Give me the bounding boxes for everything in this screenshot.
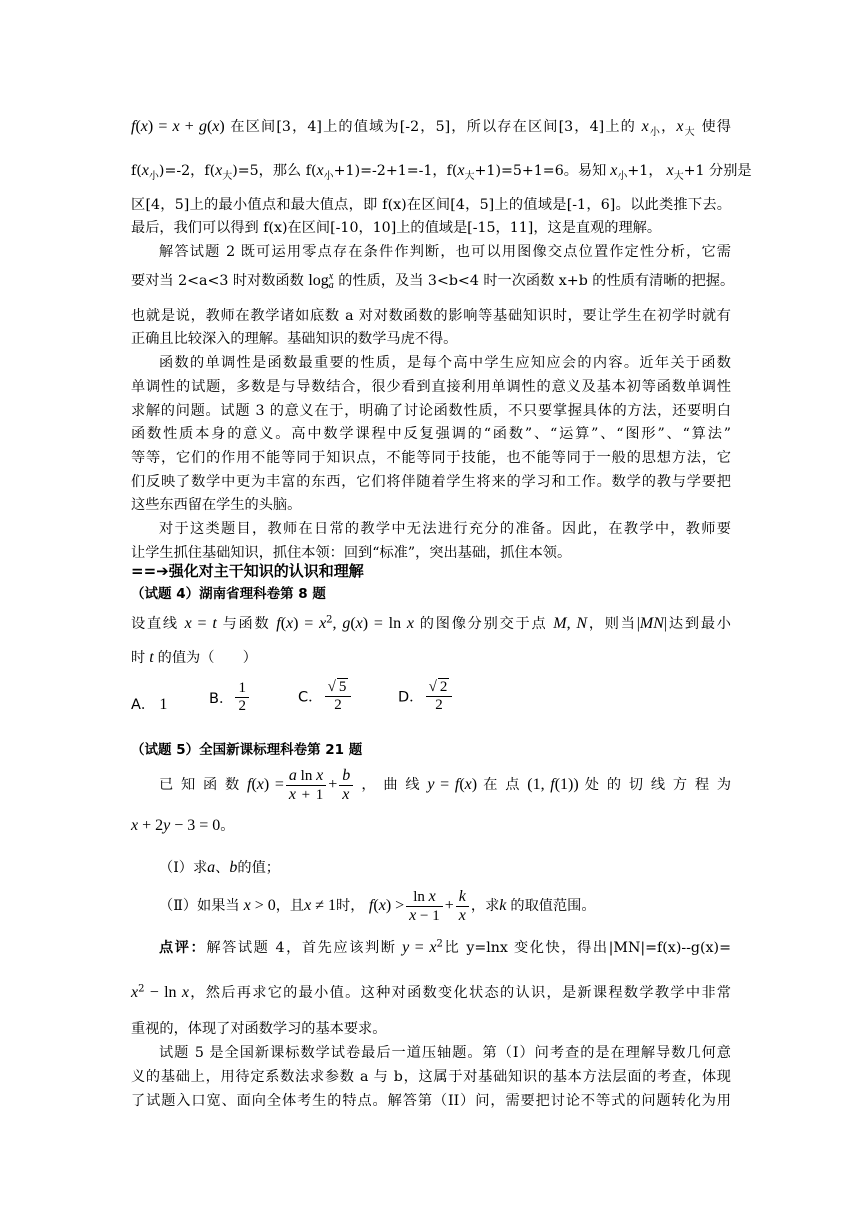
comment-line: $x^2 - \ln x$，然后再求它的最小值。这种对函数变化状态的认识，是新课程数学教学中非常	[131, 983, 731, 1001]
comment-line: 点评：解答试题 4，首先应该判断 $y = x^2$比 y=lnx 变化快，得出|MN|=f(x)--g(x)=	[159, 938, 731, 956]
text: 在区间[3，4]上的值域为[-2，5]，所以存在区间[3，4]上的	[230, 119, 636, 135]
paragraph-line: 们反映了数学中更为丰富的东西，它们将伴随着学生将来的学习和工作。数学的教与学要把	[131, 474, 731, 490]
option-c: C． $\frac{√ 5}{2}$	[298, 678, 353, 714]
question-line: x + 2y − 3 = 0。	[131, 817, 235, 834]
section-heading: ==➔强化对主干知识的认识和理解	[131, 562, 364, 580]
comment-line: 重视的，体现了对函数学习的基本要求。	[131, 1021, 387, 1037]
paragraph-line: 让学生抓住基础知识，抓住本领：回到“标准”，突出基础，抓住本领。	[131, 545, 572, 561]
question-line: 时 t 的值为（ ）	[131, 649, 257, 666]
log-formula: log	[308, 272, 329, 289]
formula: f	[131, 118, 136, 135]
comment-line: 义的基础上，用待定系数法求参数 a 与 b，这属于对基础知识的基本方法层面的考查，体现	[131, 1069, 731, 1085]
paragraph-line: $f(x_小)=-2$，$f(x_大)=5$，那么 $f(x_小+1)=-2+1=-1$，$f(x_大+1)=5+1=6$。易知 $x_小+1$， $x_大+1$ 分别是	[131, 162, 752, 182]
paragraph-line: 这些东西留在学生的头脑。	[131, 497, 302, 513]
text: 使得	[701, 119, 731, 135]
option-a: A． 1	[131, 696, 168, 713]
paragraph-line: 也就是说，教师在教学诸如底数 a 对对数函数的影响等基础知识时，要让学生在初学时就有	[131, 308, 731, 324]
paragraph-line: 单调性的试题，多数是与导数结合，很少看到直接利用单调性的意义及基本初等函数单调性	[131, 379, 731, 395]
question-line: 已 知 函 数 f(x) = $\frac{\text{a ln x}}{x + 1}$ + $\frac{b}{x}$ ， 曲 线 y = f(x) 在 点 (1, f(1)) 处 的 切 线 方 程 为	[159, 766, 732, 803]
question-heading: （试题 5）全国新课标理科卷第 21 题	[131, 742, 363, 758]
question-part-2: （Ⅱ）如果当 x > 0，且x ≠ 1时， f(x) > $\frac{\text{ln x}}{x - 1}$ + $\frac{k}{x}$ ，求k 的取值范围。	[159, 887, 596, 924]
comment-line: 了试题入口宽、面向全体考生的特点。解答第（II）问，需要把讨论不等式的问题转化为用	[131, 1093, 731, 1109]
paragraph-line: 函数性质本身的意义。高中数学课程中反复强调的“函数”、“运算”、“图形”、“算法”	[131, 426, 731, 442]
paragraph-line: 要对当 2<a<3 时对数函数 log x a 的性质，及当 3<b<4 时一次函数 x+b 的性质有清晰的把握。	[131, 271, 735, 291]
question-part-1: （Ⅰ）求a、b的值；	[159, 859, 280, 876]
paragraph-line: 等等，它们的作用不能等同于知识点，不能等同于技能，也不能等同于一般的思想方法，它	[131, 450, 731, 466]
question-heading: （试题 4）湖南省理科卷第 8 题	[131, 586, 326, 602]
arrow-icon: ➔	[156, 562, 169, 580]
option-b: B． $\frac{1}{2}$	[209, 680, 251, 715]
paragraph-line: 最后，我们可以得到 f(x)在区间[-10，10]上的值域是[-15，11]，这是直观的理解。	[131, 220, 662, 236]
paragraph-line: 求解的问题。试题 3 的意义在于，明确了讨论函数性质，不只要掌握具体的方法，还要明白	[131, 403, 731, 419]
paragraph-line: f(x) = x + g(x) 在区间[3，4]上的值域为[-2，5]，所以存在区间[3，4]上的 $x_小$，$x_大$ 使得	[131, 118, 731, 138]
comment-label: 点评：	[159, 940, 207, 956]
question-line: 设直线 x = t 与函数 $f(x) = x^2$, g(x) = ln x 的图像分别交于点 M, N，则当|MN|达到最小	[131, 614, 731, 632]
option-d: D． $\frac{√ 2}{2}$	[398, 678, 454, 714]
paragraph-line: 函数的单调性是函数最重要的性质，是每个高中学生应知应会的内容。近年关于函数	[159, 355, 731, 371]
paragraph-line: 解答试题 2 既可运用零点存在条件作判断，也可以用图像交点位置作定性分析，它需	[159, 244, 731, 260]
paragraph-line: 对于这类题目，教师在日常的教学中无法进行充分的准备。因此，在教学中，教师要	[159, 521, 731, 537]
paragraph-line: 区[4，5]上的最小值点和最大值点，即 f(x)在区间[4，5]上的值域是[-1，6]。以此类推下去。	[131, 197, 731, 213]
comment-line: 试题 5 是全国新课标数学试卷最后一道压轴题。第（I）问考查的是在理解导数几何意	[159, 1045, 731, 1061]
paragraph-line: 正确且比较深入的理解。基础知识的数学马虎不得。	[131, 331, 458, 347]
